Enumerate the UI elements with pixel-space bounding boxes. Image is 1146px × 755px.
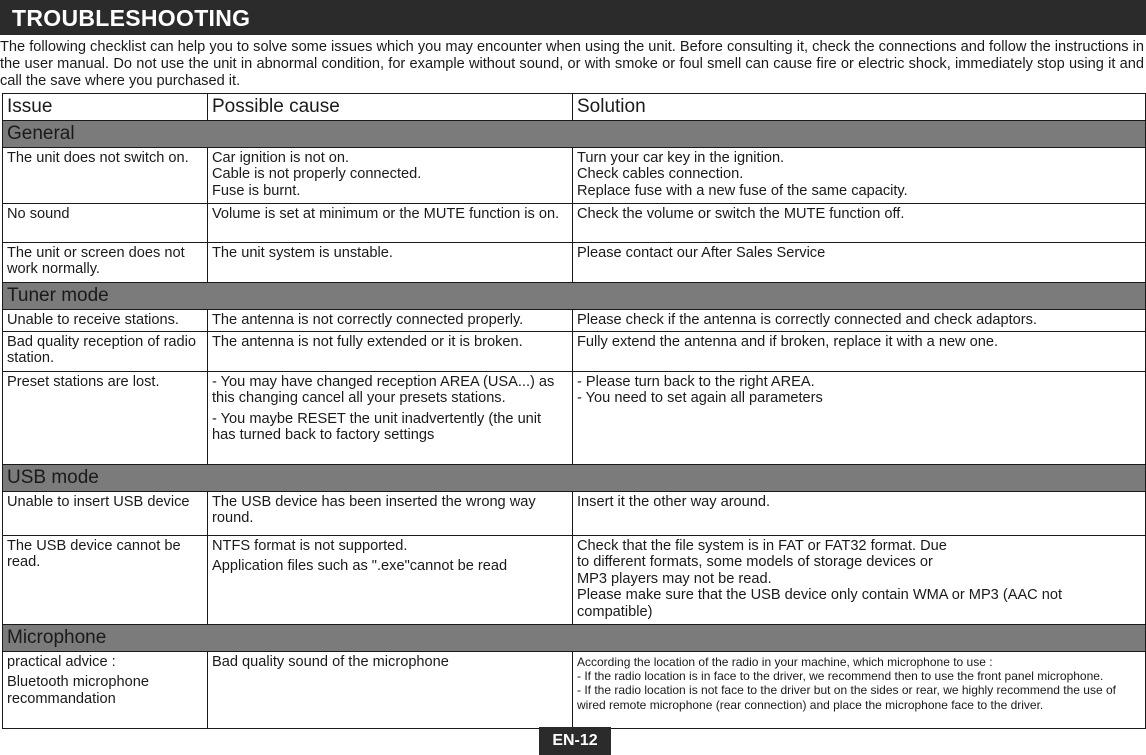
- section-label: USB mode: [3, 465, 1146, 492]
- issue-cell: The USB device cannot be read.: [3, 536, 208, 625]
- solution-cell: Please contact our After Sales Service: [573, 243, 1146, 283]
- solution-cell: Check the volume or switch the MUTE function off.: [573, 204, 1146, 243]
- cause-cell: The USB device has been inserted the wrong way round.: [208, 492, 573, 536]
- issue-cell: Bad quality reception of radio station.: [3, 332, 208, 372]
- solution-cell: Turn your car key in the ignition. Check cables connection. Replace fuse with a new fuse of the same capacity.: [573, 148, 1146, 204]
- solution-cell: Insert it the other way around.: [573, 492, 1146, 536]
- cause-cell: The antenna is not fully extended or it is broken.: [208, 332, 573, 372]
- solution-cell: Fully extend the antenna and if broken, replace it with a new one.: [573, 332, 1146, 372]
- header-cause: Possible cause: [208, 94, 573, 121]
- cause-cell: NTFS format is not supported. Application files such as ".exe"cannot be read: [208, 536, 573, 625]
- intro-paragraph: The following checklist can help you to solve some issues which you may encounter when using the unit. Before consulting it, check the connections and follow the instructions in the user manual. Do not use the unit in abnormal condition, for example without sound, or with smoke or foul smell can cause fire or electric shock, immediately stop using it and call the save where you purchased it.: [0, 39, 1144, 89]
- table-row: [3, 310, 1146, 332]
- table-row: [3, 332, 1146, 372]
- issue-cell: No sound: [3, 204, 208, 243]
- solution-cell: According the location of the radio in your machine, which microphone to use : - If the radio location is in face to the driver, we recommend then to use the front panel microphone. - If the radio location is not face to the driver but on the sides or rear, we highly recommend the use of wired remote microphone (rear connection) and place the microphone face to the driver.: [573, 652, 1146, 729]
- issue-cell: practical advice : Bluetooth microphone recommandation: [3, 652, 208, 729]
- section-microphone: [3, 625, 1146, 652]
- section-usb: [3, 465, 1146, 492]
- issue-cell: Unable to insert USB device: [3, 492, 208, 536]
- cause-cell: - You may have changed reception AREA (USA...) as this changing cancel all your presets stations. - You maybe RESET the unit inadvertently (the unit has turned back to factory settings: [208, 372, 573, 465]
- header-solution: Solution: [573, 94, 1146, 121]
- issue-cell: Preset stations are lost.: [3, 372, 208, 465]
- cause-cell: The unit system is unstable.: [208, 243, 573, 283]
- section-label: Tuner mode: [3, 283, 1146, 310]
- troubleshooting-table: [2, 93, 1146, 729]
- section-label: General: [3, 121, 1146, 148]
- table-header-row: [3, 94, 1146, 121]
- table-row: [3, 652, 1146, 729]
- cause-cell: Volume is set at minimum or the MUTE function is on.: [208, 204, 573, 243]
- table-row: [3, 204, 1146, 243]
- solution-cell: Please check if the antenna is correctly connected and check adaptors.: [573, 310, 1146, 332]
- cause-cell: The antenna is not correctly connected properly.: [208, 310, 573, 332]
- table-row: [3, 243, 1146, 283]
- solution-cell: - Please turn back to the right AREA. - You need to set again all parameters: [573, 372, 1146, 465]
- header-issue: Issue: [3, 94, 208, 121]
- cause-cell: Car ignition is not on. Cable is not properly connected. Fuse is burnt.: [208, 148, 573, 204]
- issue-cell: Unable to receive stations.: [3, 310, 208, 332]
- table-row: [3, 536, 1146, 625]
- table-row: [3, 148, 1146, 204]
- section-tuner: [3, 283, 1146, 310]
- table-row: [3, 492, 1146, 536]
- table-row: [3, 372, 1146, 465]
- section-general: [3, 121, 1146, 148]
- section-label: Microphone: [3, 625, 1146, 652]
- cause-cell: Bad quality sound of the microphone: [208, 652, 573, 729]
- page-title: TROUBLESHOOTING: [0, 0, 1146, 35]
- solution-cell: Check that the file system is in FAT or FAT32 format. Due to different formats, some models of storage devices or MP3 players may not be read. Please make sure that the USB device only contain WMA or MP3 (AAC not compatible): [573, 536, 1146, 625]
- issue-cell: The unit does not switch on.: [3, 148, 208, 204]
- issue-cell: The unit or screen does not work normally.: [3, 243, 208, 283]
- page-number-badge: EN-12: [539, 727, 611, 755]
